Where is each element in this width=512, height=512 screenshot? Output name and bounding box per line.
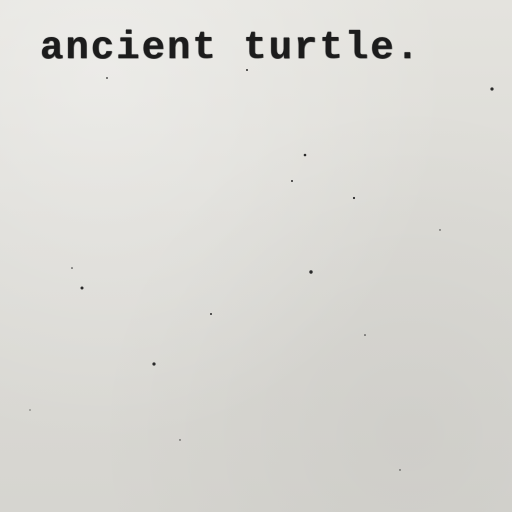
speck: [210, 313, 212, 315]
speck: [29, 409, 30, 410]
typed-caption: ancient turtle.: [40, 26, 422, 70]
speck: [490, 87, 493, 90]
speck: [152, 362, 155, 365]
speck: [291, 180, 293, 182]
speck: [71, 267, 73, 269]
speck: [364, 334, 366, 336]
speck: [106, 77, 108, 79]
speck: [399, 469, 400, 470]
speck: [81, 287, 84, 290]
speck: [439, 229, 440, 230]
speck: [179, 439, 180, 440]
speck: [309, 270, 312, 273]
speck: [353, 197, 355, 199]
speck: [304, 154, 307, 157]
